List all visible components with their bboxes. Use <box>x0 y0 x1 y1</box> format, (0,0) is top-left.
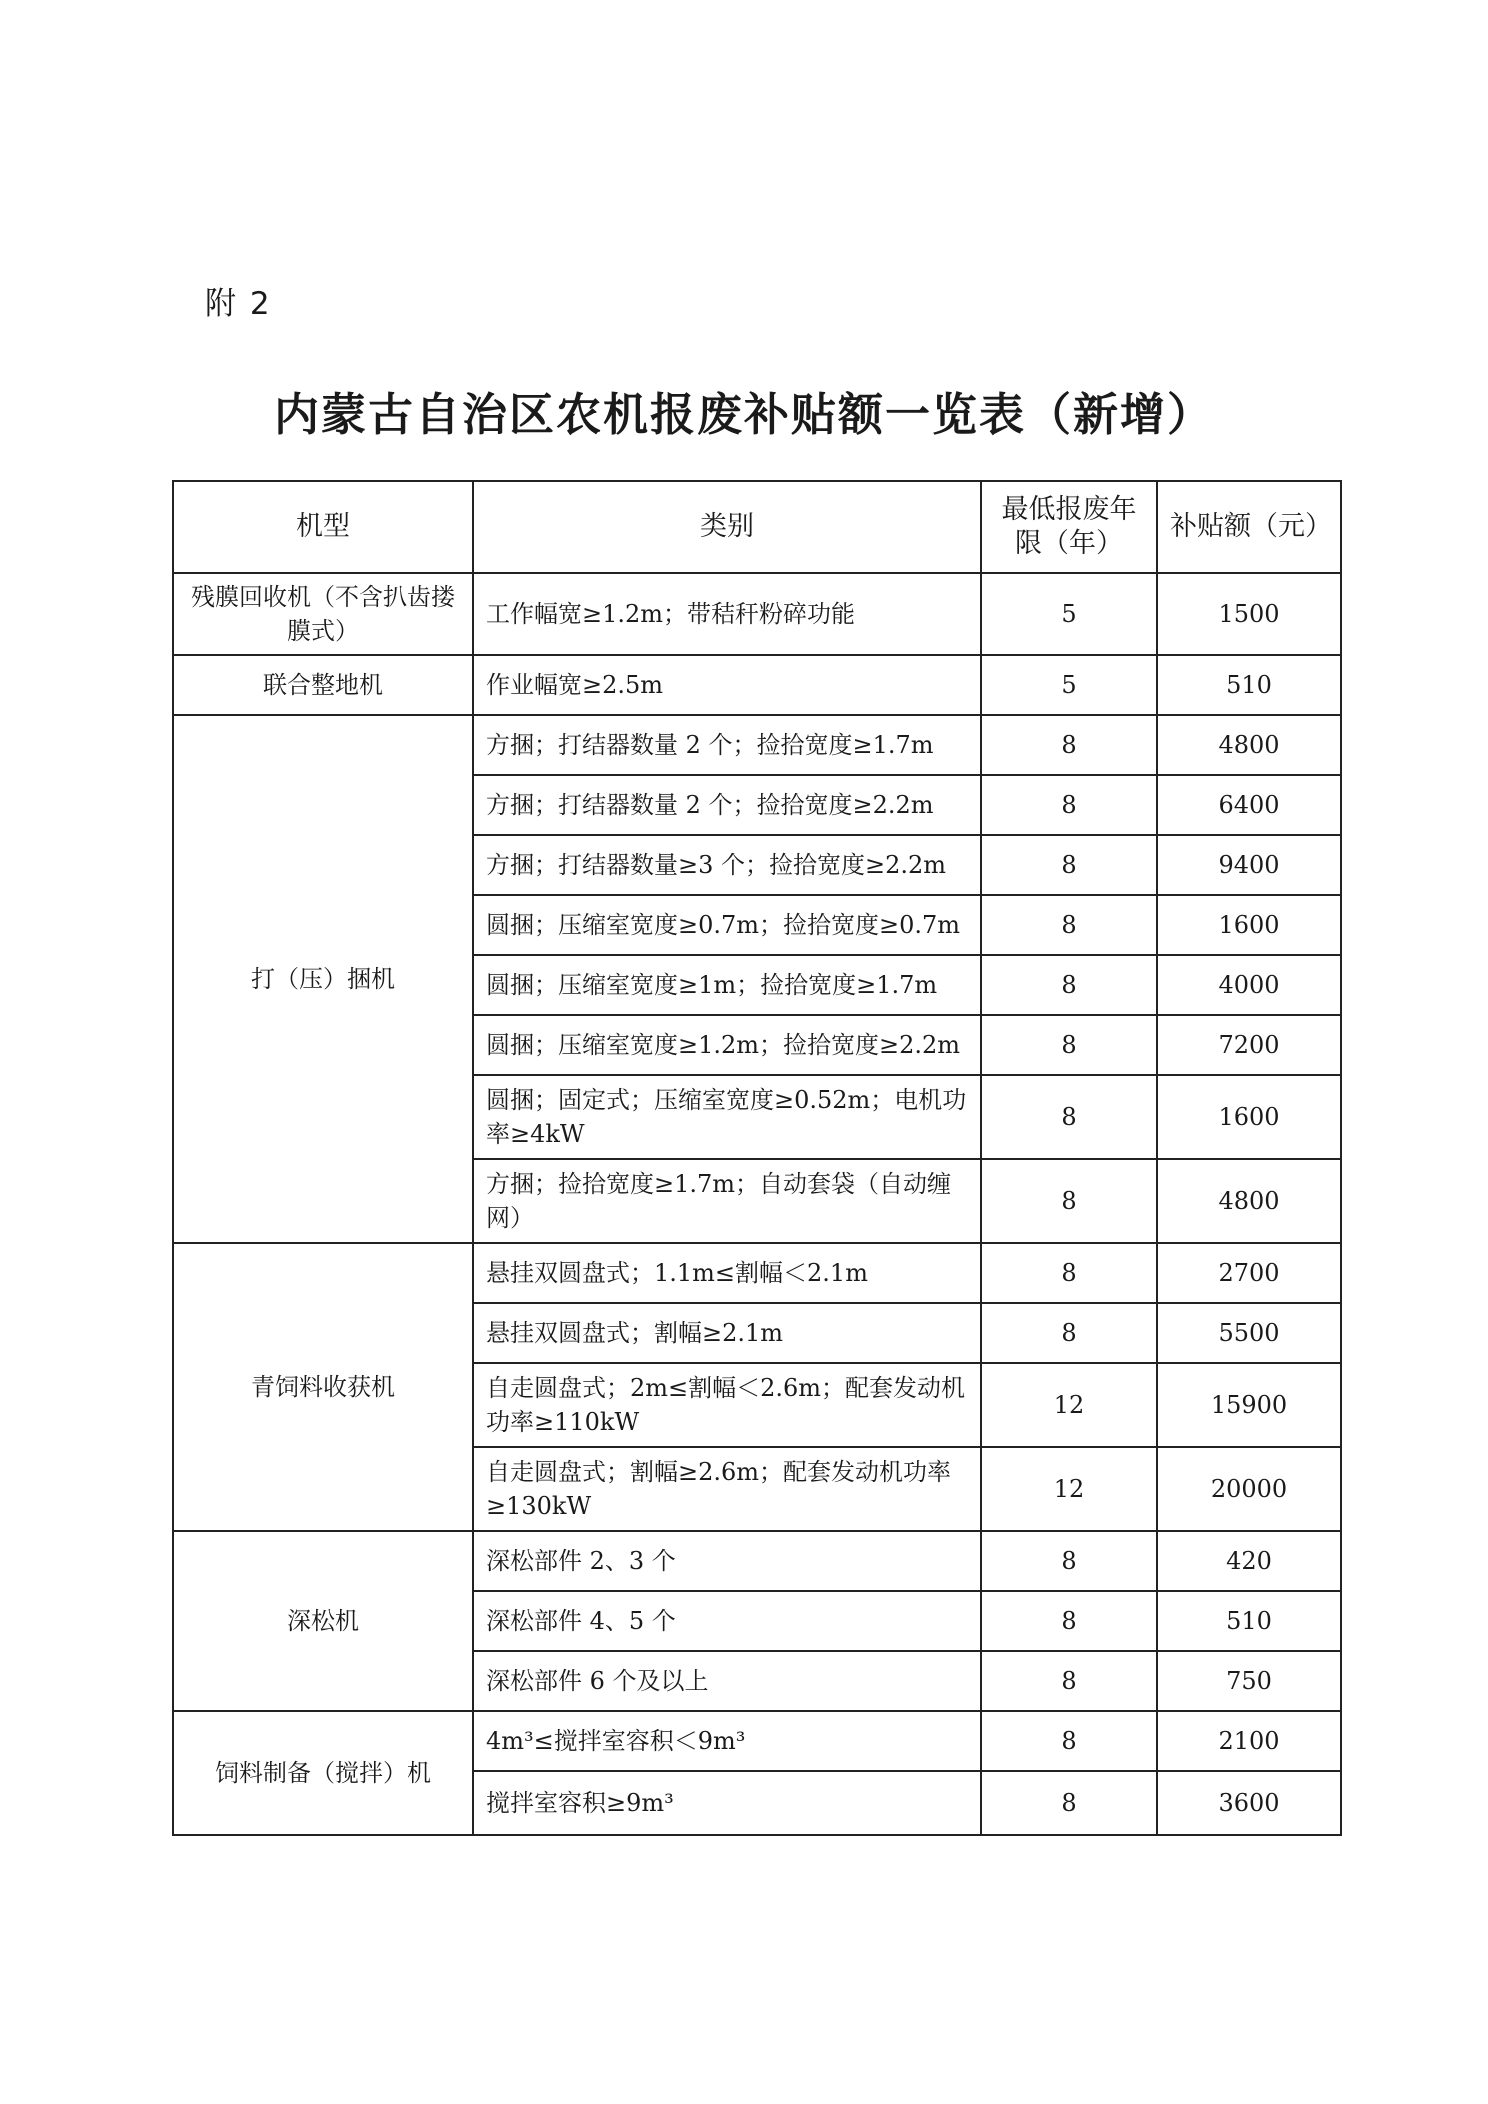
min-years-cell: 8 <box>981 1303 1157 1363</box>
category-cell: 作业幅宽≥2.5m <box>473 655 981 715</box>
min-years-cell: 5 <box>981 573 1157 655</box>
min-years-cell: 8 <box>981 1015 1157 1075</box>
table-body <box>173 573 1341 1835</box>
machine-type-cell: 联合整地机 <box>173 655 473 715</box>
subsidy-cell: 7200 <box>1157 1015 1341 1075</box>
min-years-cell: 8 <box>981 1771 1157 1835</box>
category-cell: 工作幅宽≥1.2m；带秸秆粉碎功能 <box>473 573 981 655</box>
attachment-label: 附 2 <box>205 286 272 322</box>
header-subsidy: 补贴额（元） <box>1157 481 1341 573</box>
category-cell: 搅拌室容积≥9m³ <box>473 1771 981 1835</box>
min-years-cell: 8 <box>981 835 1157 895</box>
header-row <box>173 481 1341 573</box>
subsidy-cell: 4800 <box>1157 1159 1341 1243</box>
category-cell: 深松部件 2、3 个 <box>473 1531 981 1591</box>
machine-type-cell: 残膜回收机（不含扒齿搂膜式） <box>173 573 473 655</box>
subsidy-cell: 5500 <box>1157 1303 1341 1363</box>
subsidy-cell: 9400 <box>1157 835 1341 895</box>
min-years-cell: 5 <box>981 655 1157 715</box>
min-years-cell: 8 <box>981 955 1157 1015</box>
category-cell: 方捆；打结器数量 2 个；捡拾宽度≥2.2m <box>473 775 981 835</box>
category-cell: 圆捆；固定式；压缩室宽度≥0.52m；电机功率≥4kW <box>473 1075 981 1159</box>
machine-type-cell: 饲料制备（搅拌）机 <box>173 1711 473 1835</box>
subsidy-cell: 4800 <box>1157 715 1341 775</box>
table-row <box>173 1531 1341 1591</box>
category-cell: 自走圆盘式；2m≤割幅＜2.6m；配套发动机功率≥110kW <box>473 1363 981 1447</box>
category-cell: 方捆；打结器数量≥3 个；捡拾宽度≥2.2m <box>473 835 981 895</box>
category-cell: 深松部件 6 个及以上 <box>473 1651 981 1711</box>
category-cell: 4m³≤搅拌室容积＜9m³ <box>473 1711 981 1771</box>
category-cell: 圆捆；压缩室宽度≥1m；捡拾宽度≥1.7m <box>473 955 981 1015</box>
category-cell: 方捆；捡拾宽度≥1.7m；自动套袋（自动缠网） <box>473 1159 981 1243</box>
min-years-cell: 8 <box>981 1159 1157 1243</box>
category-cell: 圆捆；压缩室宽度≥0.7m；捡拾宽度≥0.7m <box>473 895 981 955</box>
header-min-years: 最低报废年限（年） <box>981 481 1157 573</box>
min-years-cell: 8 <box>981 1711 1157 1771</box>
table-row <box>173 655 1341 715</box>
page-title: 内蒙古自治区农机报废补贴额一览表（新增） <box>273 388 1214 441</box>
category-cell: 自走圆盘式；割幅≥2.6m；配套发动机功率≥130kW <box>473 1447 981 1531</box>
machine-type-cell: 深松机 <box>173 1531 473 1711</box>
header-category: 类别 <box>473 481 981 573</box>
subsidy-cell: 4000 <box>1157 955 1341 1015</box>
table-row <box>173 573 1341 655</box>
subsidy-cell: 20000 <box>1157 1447 1341 1531</box>
subsidy-cell: 1500 <box>1157 573 1341 655</box>
min-years-cell: 8 <box>981 1243 1157 1303</box>
subsidy-cell: 6400 <box>1157 775 1341 835</box>
table-row <box>173 1711 1341 1771</box>
subsidy-cell: 510 <box>1157 1591 1341 1651</box>
subsidy-cell: 15900 <box>1157 1363 1341 1447</box>
category-cell: 圆捆；压缩室宽度≥1.2m；捡拾宽度≥2.2m <box>473 1015 981 1075</box>
table-row <box>173 1243 1341 1303</box>
category-cell: 深松部件 4、5 个 <box>473 1591 981 1651</box>
min-years-cell: 8 <box>981 1591 1157 1651</box>
category-cell: 悬挂双圆盘式；割幅≥2.1m <box>473 1303 981 1363</box>
min-years-cell: 12 <box>981 1447 1157 1531</box>
category-cell: 方捆；打结器数量 2 个；捡拾宽度≥1.7m <box>473 715 981 775</box>
header-machine-type: 机型 <box>173 481 473 573</box>
subsidy-cell: 3600 <box>1157 1771 1341 1835</box>
subsidy-cell: 1600 <box>1157 1075 1341 1159</box>
min-years-cell: 8 <box>981 1075 1157 1159</box>
subsidy-table <box>172 480 1342 1836</box>
table-row <box>173 715 1341 775</box>
min-years-cell: 8 <box>981 1651 1157 1711</box>
min-years-cell: 8 <box>981 715 1157 775</box>
min-years-cell: 12 <box>981 1363 1157 1447</box>
subsidy-cell: 420 <box>1157 1531 1341 1591</box>
machine-type-cell: 青饲料收获机 <box>173 1243 473 1531</box>
subsidy-cell: 1600 <box>1157 895 1341 955</box>
min-years-cell: 8 <box>981 775 1157 835</box>
min-years-cell: 8 <box>981 895 1157 955</box>
machine-type-cell: 打（压）捆机 <box>173 715 473 1243</box>
subsidy-cell: 2100 <box>1157 1711 1341 1771</box>
category-cell: 悬挂双圆盘式；1.1m≤割幅＜2.1m <box>473 1243 981 1303</box>
subsidy-cell: 510 <box>1157 655 1341 715</box>
min-years-cell: 8 <box>981 1531 1157 1591</box>
subsidy-cell: 750 <box>1157 1651 1341 1711</box>
subsidy-cell: 2700 <box>1157 1243 1341 1303</box>
